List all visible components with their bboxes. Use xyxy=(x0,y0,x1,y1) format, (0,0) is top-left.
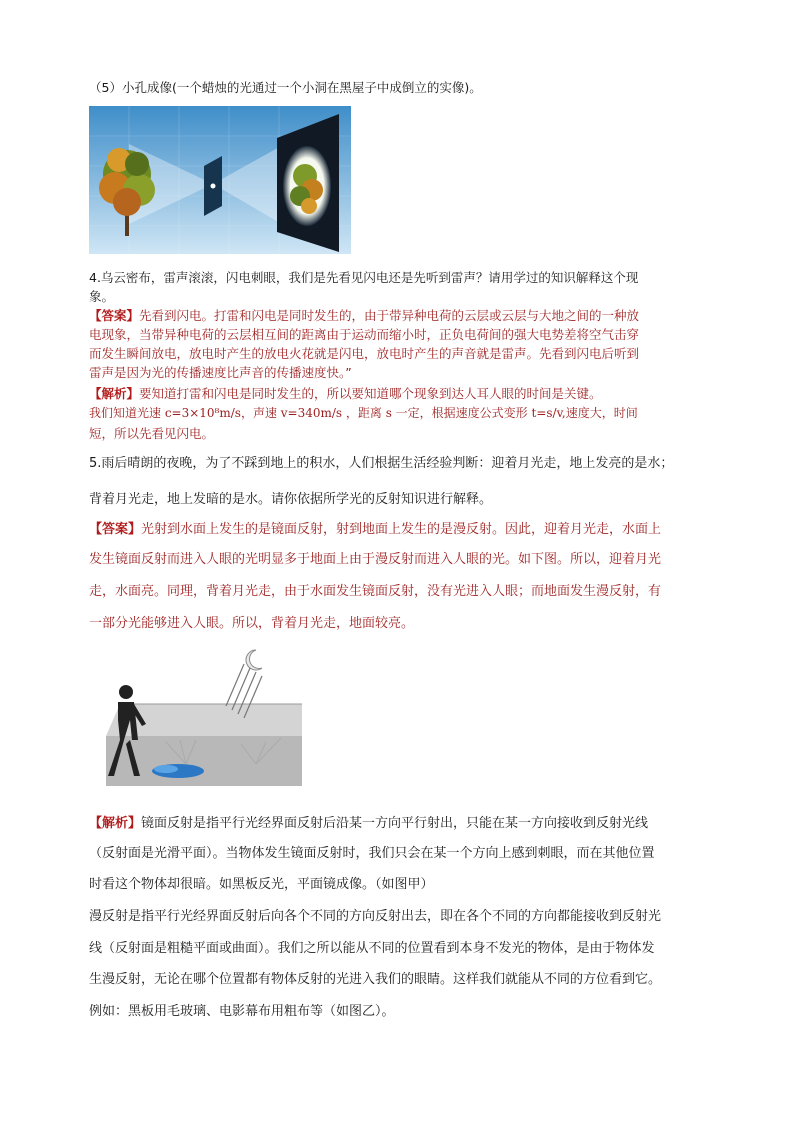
q5-answer-text: 光射到水面上发生的是镜面反射，射到地面上发生的是漫反射。因此，迎着月光走，水面上 xyxy=(141,522,662,537)
q5-answer-line-3: 走，水面亮。同理，背着月光走，由于水面发生镜面反射，没有光进入人眼；而地面发生漫反射，有 xyxy=(89,584,662,599)
item-5-heading: （5）小孔成像(一个蜡烛的光通过一个小洞在黑屋子中成倒立的实像)。 xyxy=(89,80,482,95)
q4-answer-line-1 xyxy=(89,306,639,324)
q4-answer-text: 先看到闪电。打雷和闪电是同时发生的，由于带异种电荷的云层或云层与大地之间的一种放 xyxy=(139,308,640,323)
q4-question-line-1: 4.乌云密布，雷声滚滚，闪电刺眼，我们是先看见闪电还是先听到雷声？请用学过的知识解释这个现 xyxy=(89,270,639,285)
q5-answer-line-4: 一部分光能够进入人眼。所以，背着月光走，地面较亮。 xyxy=(89,616,415,631)
q5-analysis-text: 镜面反射是指平行光经界面反射后沿某一方向平行射出，只能在某一方向接收到反射光线 xyxy=(141,816,649,831)
q5-answer-tag: 【答案】 xyxy=(89,522,142,537)
q5-analysis-line-4: 漫反射是指平行光经界面反射后向各个不同的方向反射出去，即在各个不同的方向都能接收到反射光 xyxy=(89,909,662,924)
q5-answer-line-2: 发生镜面反射而进入人眼的光明显多于地面上由于漫反射而进入人眼的光。如下图。所以，迎着月光 xyxy=(89,552,662,567)
q4-answer-line-2: 电现象，当带异种电荷的云层相互间的距离由于运动而缩小时，正负电荷间的强大电势差将空气击穿 xyxy=(89,327,640,342)
q5-question-line-2: 背着月光走，地上发暗的是水。请你依据所学光的反射知识进行解释。 xyxy=(89,492,493,507)
q4-analysis-tag: 【解析】 xyxy=(89,386,140,401)
q4-analysis-line-1 xyxy=(89,384,602,402)
q4-answer-line-3: 而发生瞬间放电，放电时产生的放电火花就是闪电，放电时产生的声音就是雷声。先看到闪电后听到 xyxy=(89,346,640,361)
q4-analysis-text: 要知道打雷和闪电是同时发生的，所以要知道哪个现象到达人耳人眼的时间是关键。 xyxy=(139,386,602,401)
q5-analysis-line-6: 生漫反射，无论在哪个位置都有物体反射的光进入我们的眼睛。这样我们就能从不同的方位看到它。 xyxy=(89,972,662,987)
q4-answer-line-4: 雷声是因为光的传播速度比声音的传播速度快。” xyxy=(89,365,352,380)
q4-answer-tag: 【答案】 xyxy=(89,308,140,323)
q5-analysis-tag: 【解析】 xyxy=(89,816,142,831)
q4-analysis-line-3: 短，所以先看见闪电。 xyxy=(89,426,215,441)
q5-analysis-line-5: 线（反射面是粗糙平面或曲面）。我们之所以能从不同的位置看到本身不发光的物体，是由于物体发 xyxy=(89,941,655,956)
q4-analysis-line-2: 我们知道光速 c=3×10⁸m/s，声速 v=340m/s ，距离 s 一定，根据速度公式变形 t=s/v,速度大，时间 xyxy=(89,406,638,420)
q5-answer-line-1 xyxy=(89,518,661,537)
q5-analysis-line-7: 例如：黑板用毛玻璃、电影幕布用粗布等（如图乙）。 xyxy=(89,1004,395,1019)
moonlight-reflection-figure xyxy=(106,644,302,786)
pinhole-camera-figure xyxy=(89,106,351,254)
q4-question-line-2: 象。 xyxy=(89,289,115,304)
q5-analysis-line-2: （反射面是光滑平面）。当物体发生镜面反射时，我们只会在某一个方向上感到刺眼，而在其他位置 xyxy=(89,846,655,861)
q5-analysis-line-1 xyxy=(89,812,648,831)
q5-analysis-line-3: 时看这个物体却很暗。如黑板反光，平面镜成像。（如图甲） xyxy=(89,877,434,892)
q5-question-line-1: 5.雨后晴朗的夜晚，为了不踩到地上的积水，人们根据生活经验判断：迎着月光走，地上发亮的是水； xyxy=(89,456,674,471)
